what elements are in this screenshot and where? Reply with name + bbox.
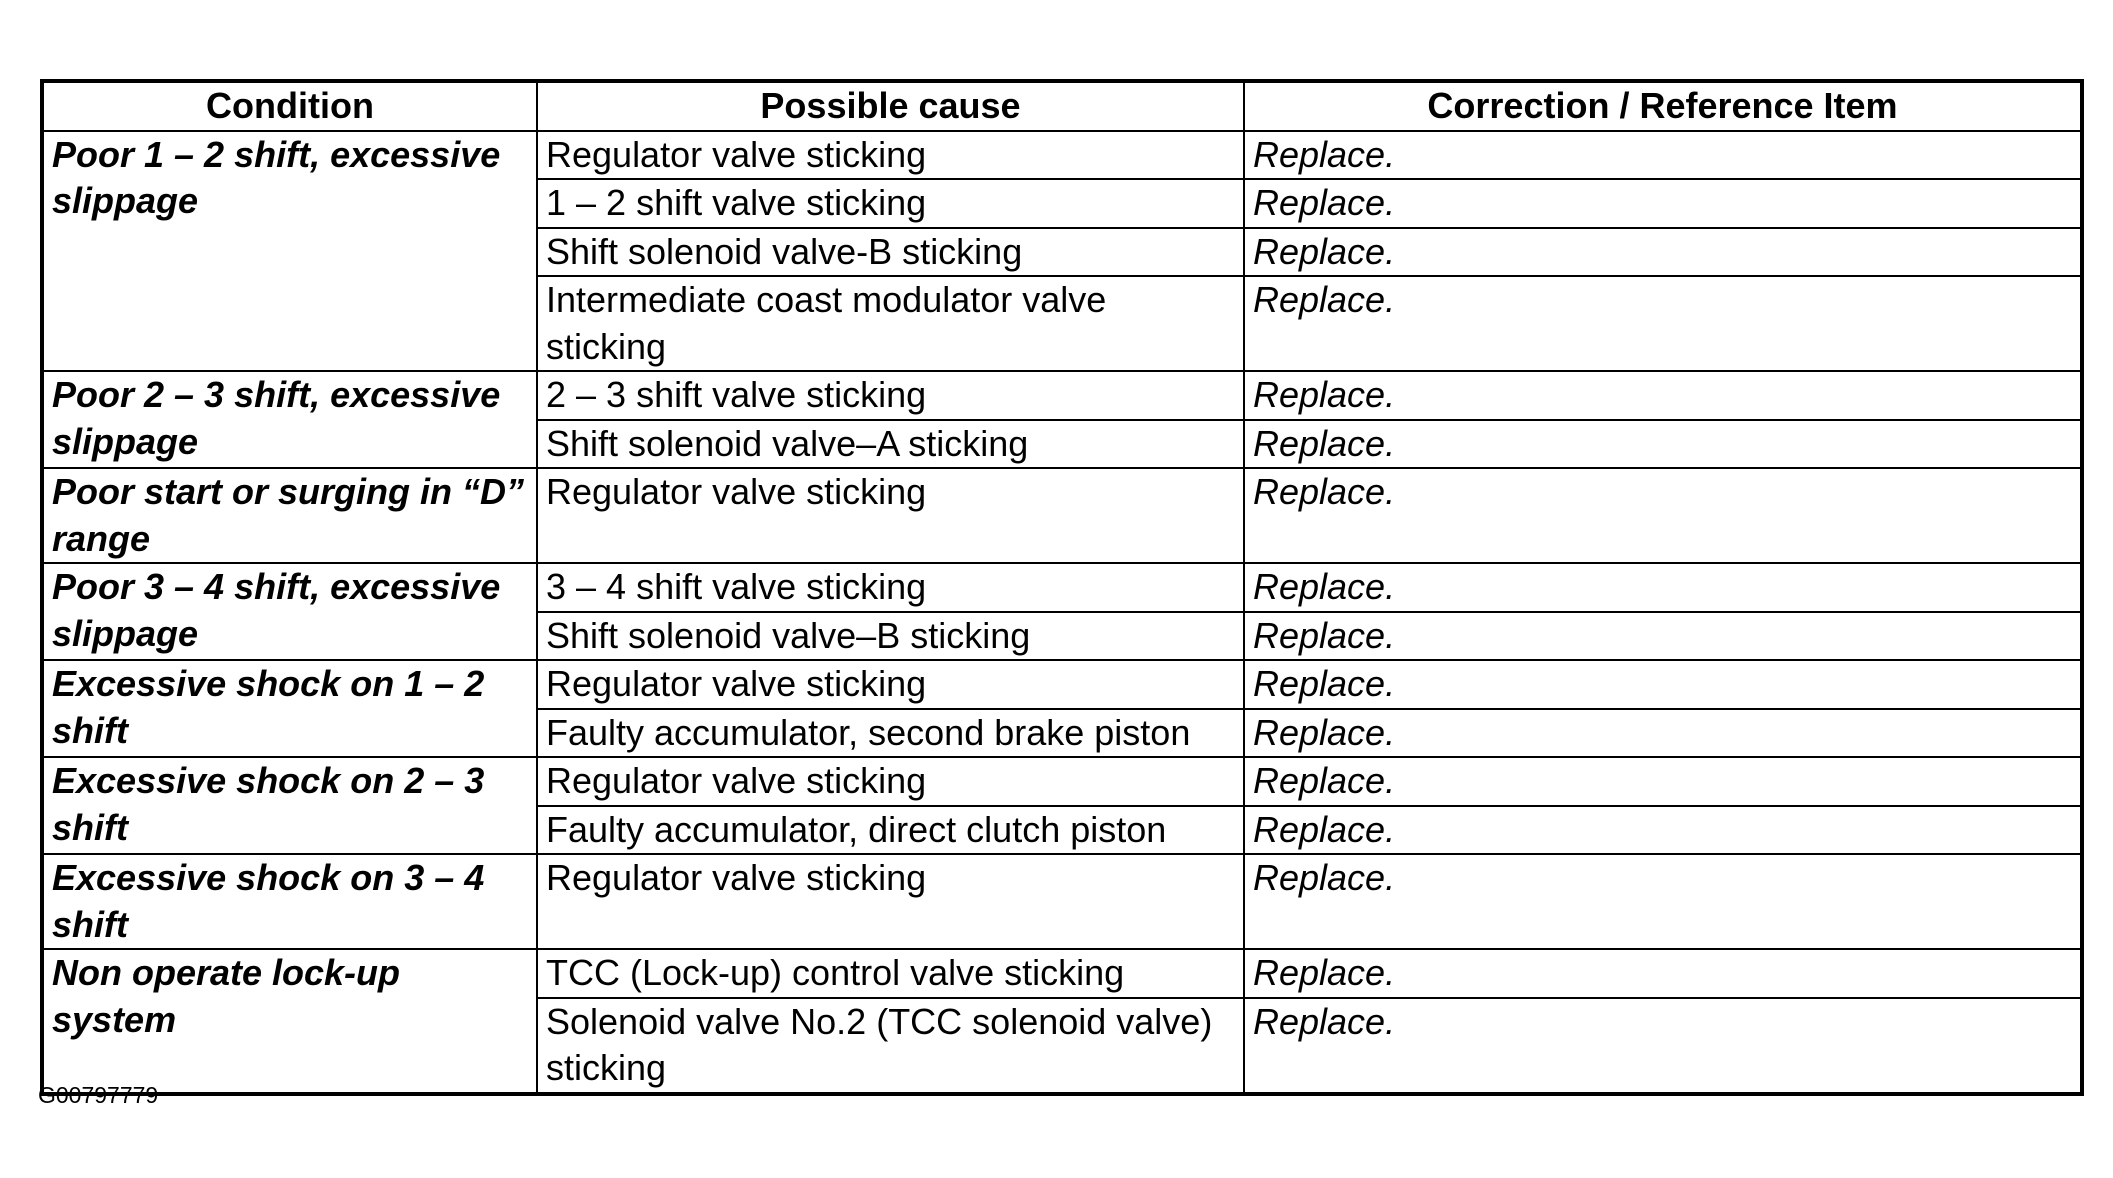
correction-cell: Replace.	[1244, 660, 2082, 709]
correction-cell: Replace.	[1244, 998, 2082, 1094]
condition-cell: Excessive shock on 3 – 4 shift	[42, 854, 537, 949]
cause-cell: Shift solenoid valve–A sticking	[537, 420, 1244, 469]
correction-cell: Replace.	[1244, 131, 2082, 180]
cause-cell: Shift solenoid valve–B sticking	[537, 612, 1244, 661]
condition-cell: Poor 2 – 3 shift, excessive slippage	[42, 371, 537, 468]
table-row	[42, 371, 2082, 420]
cause-cell: 1 – 2 shift valve sticking	[537, 179, 1244, 228]
cause-cell: Faulty accumulator, direct clutch piston	[537, 806, 1244, 855]
cause-cell: Solenoid valve No.2 (TCC solenoid valve) sticking	[537, 998, 1244, 1094]
table-row	[42, 660, 2082, 709]
correction-cell: Replace.	[1244, 371, 2082, 420]
cause-cell: Regulator valve sticking	[537, 468, 1244, 563]
correction-cell: Replace.	[1244, 276, 2082, 371]
table-row	[42, 949, 2082, 998]
correction-cell: Replace.	[1244, 949, 2082, 998]
correction-cell: Replace.	[1244, 854, 2082, 949]
condition-cell: Poor 3 – 4 shift, excessive slippage	[42, 563, 537, 660]
condition-cell: Poor start or surging in “D” range	[42, 468, 537, 563]
table-row	[42, 854, 2082, 949]
table-row	[42, 757, 2082, 806]
correction-cell: Replace.	[1244, 612, 2082, 661]
correction-cell: Replace.	[1244, 709, 2082, 758]
condition-cell: Non operate lock-up system	[42, 949, 537, 1094]
correction-cell: Replace.	[1244, 420, 2082, 469]
header-condition: Condition	[42, 81, 537, 131]
cause-cell: Shift solenoid valve-B sticking	[537, 228, 1244, 277]
header-possible-cause: Possible cause	[537, 81, 1244, 131]
cause-cell: TCC (Lock-up) control valve sticking	[537, 949, 1244, 998]
condition-cell: Excessive shock on 1 – 2 shift	[42, 660, 537, 757]
condition-cell: Poor 1 – 2 shift, excessive slippage	[42, 131, 537, 372]
cause-cell: Regulator valve sticking	[537, 660, 1244, 709]
table-row	[42, 468, 2082, 563]
table-row	[42, 131, 2082, 180]
condition-cell: Excessive shock on 2 – 3 shift	[42, 757, 537, 854]
cause-cell: Regulator valve sticking	[537, 131, 1244, 180]
cause-cell: 3 – 4 shift valve sticking	[537, 563, 1244, 612]
cause-cell: Regulator valve sticking	[537, 854, 1244, 949]
diagnosis-table	[40, 79, 2084, 1096]
table-header-row	[42, 81, 2082, 131]
cause-cell: Intermediate coast modulator valve sticking	[537, 276, 1244, 371]
figure-id: G00797779	[38, 1082, 159, 1108]
cause-cell: 2 – 3 shift valve sticking	[537, 371, 1244, 420]
correction-cell: Replace.	[1244, 563, 2082, 612]
correction-cell: Replace.	[1244, 228, 2082, 277]
table-row	[42, 563, 2082, 612]
correction-cell: Replace.	[1244, 757, 2082, 806]
correction-cell: Replace.	[1244, 468, 2082, 563]
correction-cell: Replace.	[1244, 179, 2082, 228]
correction-cell: Replace.	[1244, 806, 2082, 855]
cause-cell: Faulty accumulator, second brake piston	[537, 709, 1244, 758]
header-correction: Correction / Reference Item	[1244, 81, 2082, 131]
cause-cell: Regulator valve sticking	[537, 757, 1244, 806]
